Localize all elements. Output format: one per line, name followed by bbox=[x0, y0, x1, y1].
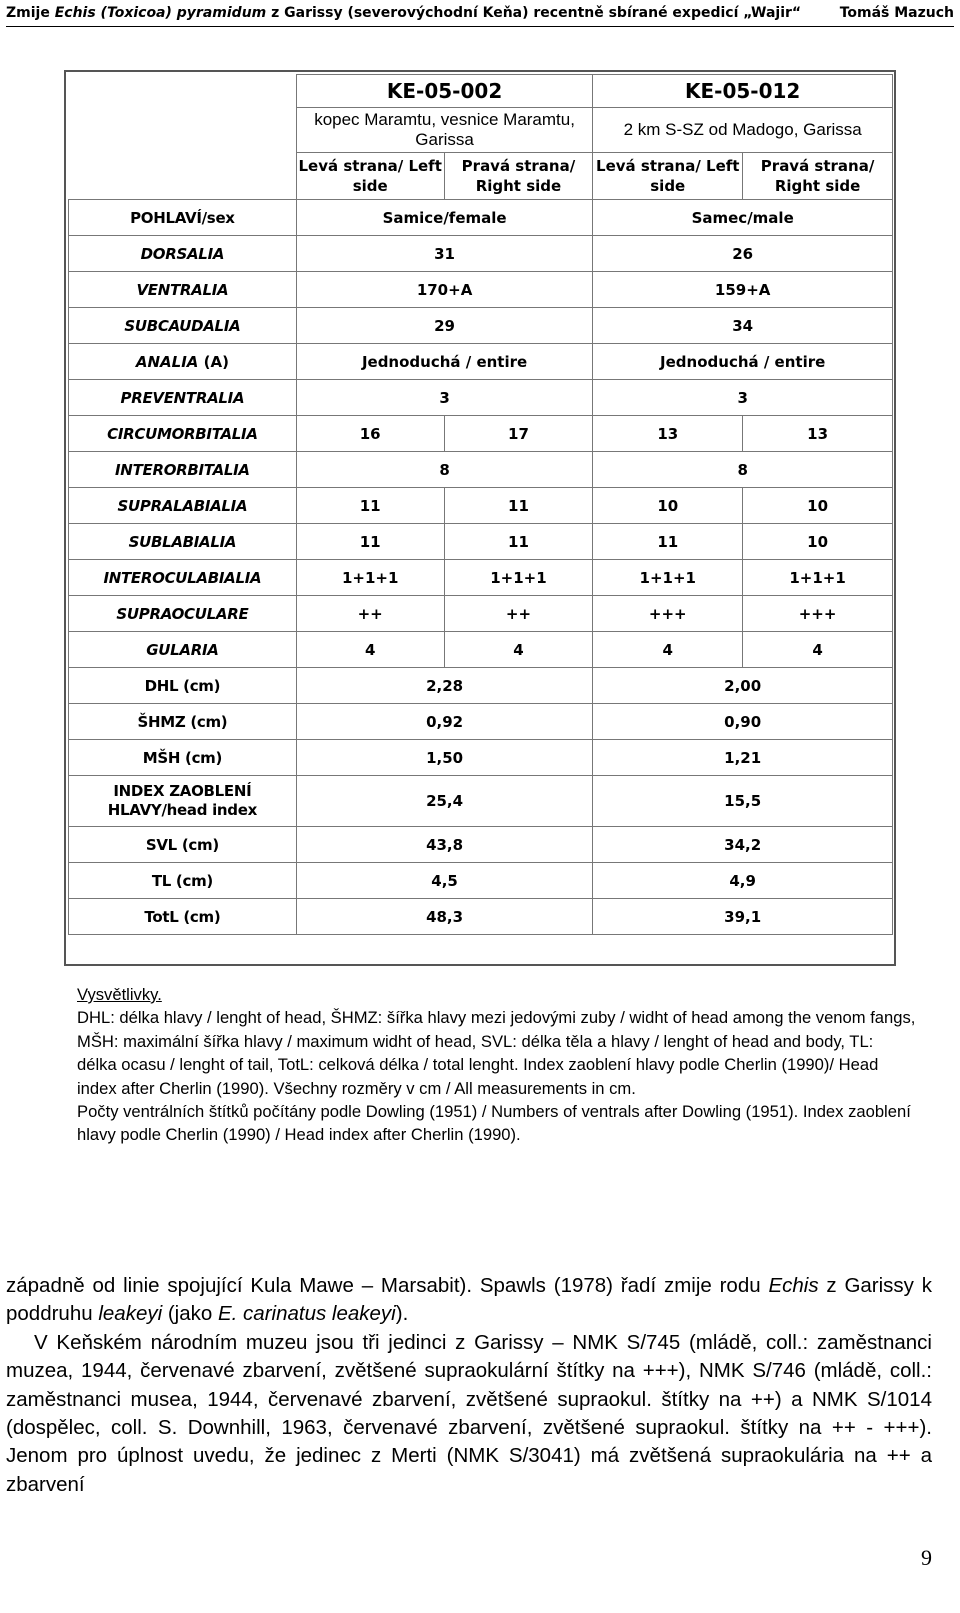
row-label: INDEX ZAOBLENÍ HLAVY/head index bbox=[69, 776, 297, 827]
row-label: DHL (cm) bbox=[69, 668, 297, 704]
value-cell: 39,1 bbox=[593, 899, 893, 935]
specimen-1-left-side: Levá strana/ Left side bbox=[296, 153, 444, 200]
value-cell: 4,5 bbox=[296, 863, 593, 899]
value-cell: 10 bbox=[743, 524, 893, 560]
row-label: SUBLABIALIA bbox=[69, 524, 297, 560]
value-cell: 1+1+1 bbox=[444, 560, 593, 596]
value-cell: +++ bbox=[743, 596, 893, 632]
value-cell: 4,9 bbox=[593, 863, 893, 899]
value-cell: 31 bbox=[296, 236, 593, 272]
table-row-svl bbox=[69, 827, 893, 863]
value-cell: 11 bbox=[444, 524, 593, 560]
value-cell: 159+A bbox=[593, 272, 893, 308]
specimen-1-sex: Samice/female bbox=[296, 200, 593, 236]
notes-title: Vysvětlivky. bbox=[77, 985, 162, 1004]
value-cell: 34 bbox=[593, 308, 893, 344]
row-label: CIRCUMORBITALIA bbox=[69, 416, 297, 452]
header-author: Tomáš Mazuch bbox=[839, 5, 954, 21]
table-row-shmz bbox=[69, 704, 893, 740]
value-cell: 4 bbox=[444, 632, 593, 668]
row-label: TotL (cm) bbox=[69, 899, 297, 935]
value-cell: 170+A bbox=[296, 272, 593, 308]
genus-name: Echis bbox=[768, 1274, 819, 1297]
row-label-sex: POHLAVÍ/sex bbox=[69, 200, 297, 236]
value-cell: 25,4 bbox=[296, 776, 593, 827]
specimen-2-locality: 2 km S-SZ od Madogo, Garissa bbox=[593, 108, 893, 153]
specimen-2-sex: Samec/male bbox=[593, 200, 893, 236]
value-cell: 29 bbox=[296, 308, 593, 344]
value-cell: 13 bbox=[743, 416, 893, 452]
value-cell: 43,8 bbox=[296, 827, 593, 863]
body-paragraph-1 bbox=[6, 1272, 932, 1329]
row-label bbox=[69, 344, 297, 380]
value-cell: Jednoduchá / entire bbox=[296, 344, 593, 380]
table-row-supraoculare bbox=[69, 596, 893, 632]
value-cell: 1+1+1 bbox=[743, 560, 893, 596]
row-label: PREVENTRALIA bbox=[69, 380, 297, 416]
table-row-dhl bbox=[69, 668, 893, 704]
table-row-sublabialia bbox=[69, 524, 893, 560]
page-number: 9 bbox=[921, 1545, 932, 1570]
row-label: MŠH (cm) bbox=[69, 740, 297, 776]
table-row-sex bbox=[69, 200, 893, 236]
value-cell: 0,92 bbox=[296, 704, 593, 740]
table-row-subcaudalia bbox=[69, 308, 893, 344]
value-cell: 16 bbox=[296, 416, 444, 452]
table-corner bbox=[69, 75, 297, 200]
specimen-2-id: KE-05-012 bbox=[593, 75, 893, 108]
value-cell: 2,00 bbox=[593, 668, 893, 704]
row-label-text: ANALIA bbox=[135, 352, 199, 371]
species-name: E. carinatus leakeyi bbox=[217, 1302, 396, 1326]
notes-text-1: DHL: délka hlavy / lenght of head, ŠHMZ: šířka hlavy mezi jedovými zuby / widht of head among the venom fangs, MŠH: maximální šířka hlavy / maximum widht of head, SVL: délka těla a hlavy / lenght of head and body, TL: délka ocasu / lenght of tail, TotL: celková délka / total lenght. Index zaoblení hlavy podle Cherlin (1990)/ Head index after Cherlin (1990). Všechny rozměry v cm / All measurements in cm. bbox=[77, 1008, 916, 1098]
value-cell: 1+1+1 bbox=[593, 560, 743, 596]
body-paragraph-2: V Keňském národním muzeu jsou tři jedinci z Garissy – NMK S/745 (mládě, coll.: zaměstnanci muzea, 1944, červenavé zbarvení, zvětšené supraokulární štítky na +++), NMK S/746 (mládě, coll.: zaměstnanci musea, 1944, červenavé zbarvení, zvětšené supraokul. štítky na ++) a NMK S/1014 (dospělec, coll. S. Downhill, 1963, červenavé zbarvení, zvětšené supraokul. štítky na ++ - +++). Jenom pro úplnost uvedu, že jedinec z Merti (NMK S/3041) má zvětšená supraokulária na ++ a zbarvení bbox=[6, 1330, 932, 1496]
table-row-tl bbox=[69, 863, 893, 899]
specimen-1-id: KE-05-002 bbox=[296, 75, 593, 108]
specimen-2-right-side: Pravá strana/ Right side bbox=[743, 153, 893, 200]
value-cell: 10 bbox=[593, 488, 743, 524]
table-row-analia bbox=[69, 344, 893, 380]
text-run: západně od linie spojující Kula Mawe – Marsabit). Spawls (1978) řadí zmije rodu bbox=[6, 1274, 769, 1297]
table-row-interoculabialia bbox=[69, 560, 893, 596]
table-row-msh bbox=[69, 740, 893, 776]
header-title-part: Zmije bbox=[6, 5, 55, 21]
value-cell: 8 bbox=[593, 452, 893, 488]
row-label-suffix: (A) bbox=[198, 352, 229, 371]
value-cell: 0,90 bbox=[593, 704, 893, 740]
row-label: INTERORBITALIA bbox=[69, 452, 297, 488]
value-cell: ++ bbox=[444, 596, 593, 632]
table-row-specimen-id bbox=[69, 75, 893, 108]
specimen-1-right-side: Pravá strana/ Right side bbox=[444, 153, 593, 200]
value-cell: 34,2 bbox=[593, 827, 893, 863]
text-run: z Garissy k poddruhu bbox=[6, 1274, 932, 1326]
value-cell: 11 bbox=[444, 488, 593, 524]
table-row-circumorbitalia bbox=[69, 416, 893, 452]
running-header bbox=[6, 4, 954, 27]
row-label: DORSALIA bbox=[69, 236, 297, 272]
table-row-ventralia bbox=[69, 272, 893, 308]
row-label: TL (cm) bbox=[69, 863, 297, 899]
table-row-gularia bbox=[69, 632, 893, 668]
row-label: GULARIA bbox=[69, 632, 297, 668]
row-label: SUPRAOCULARE bbox=[69, 596, 297, 632]
text-run: ). bbox=[395, 1302, 409, 1326]
value-cell: 4 bbox=[743, 632, 893, 668]
value-cell: 8 bbox=[296, 452, 593, 488]
value-cell: 13 bbox=[593, 416, 743, 452]
row-label: SUPRALABIALIA bbox=[69, 488, 297, 524]
table-row-interorbitalia bbox=[69, 452, 893, 488]
value-cell: 48,3 bbox=[296, 899, 593, 935]
value-cell: 4 bbox=[593, 632, 743, 668]
header-title-part: z Garissy (severovýchodní Keňa) recentně sbírané expedicí „Wajir“ bbox=[266, 5, 802, 21]
scalation-table bbox=[68, 74, 893, 935]
value-cell: 11 bbox=[296, 488, 444, 524]
table-row-index bbox=[69, 776, 893, 827]
table-notes bbox=[77, 983, 917, 1147]
header-title bbox=[6, 5, 801, 21]
text-run: (jako bbox=[162, 1302, 218, 1326]
row-label: VENTRALIA bbox=[69, 272, 297, 308]
table-row-preventralia bbox=[69, 380, 893, 416]
value-cell: 3 bbox=[593, 380, 893, 416]
value-cell: +++ bbox=[593, 596, 743, 632]
value-cell: 26 bbox=[593, 236, 893, 272]
value-cell: 11 bbox=[296, 524, 444, 560]
row-label: SUBCAUDALIA bbox=[69, 308, 297, 344]
notes-text-2: Počty ventrálních štítků počítány podle Dowling (1951) / Numbers of ventrals after Dowling (1951). Index zaoblení hlavy podle Cherlin (1990) / Head index after Cherlin (1990). bbox=[77, 1102, 911, 1145]
value-cell: 10 bbox=[743, 488, 893, 524]
value-cell: 1,50 bbox=[296, 740, 593, 776]
table-row-supralabialia bbox=[69, 488, 893, 524]
specimen-1-locality: kopec Maramtu, vesnice Maramtu, Garissa bbox=[296, 108, 593, 153]
value-cell: 4 bbox=[296, 632, 444, 668]
value-cell: ++ bbox=[296, 596, 444, 632]
value-cell: 17 bbox=[444, 416, 593, 452]
value-cell: 15,5 bbox=[593, 776, 893, 827]
row-label: SVL (cm) bbox=[69, 827, 297, 863]
value-cell: 11 bbox=[593, 524, 743, 560]
row-label: INTEROCULABIALIA bbox=[69, 560, 297, 596]
subspecies-name: leakeyi bbox=[98, 1302, 163, 1326]
row-label: ŠHMZ (cm) bbox=[69, 704, 297, 740]
value-cell: 1+1+1 bbox=[296, 560, 444, 596]
table-row-totl bbox=[69, 899, 893, 935]
table-row-dorsalia bbox=[69, 236, 893, 272]
scalation-table-frame bbox=[64, 70, 896, 966]
value-cell: 2,28 bbox=[296, 668, 593, 704]
value-cell: 1,21 bbox=[593, 740, 893, 776]
value-cell: 3 bbox=[296, 380, 593, 416]
value-cell: Jednoduchá / entire bbox=[593, 344, 893, 380]
header-genus: Echis (Toxicoa) pyramidum bbox=[54, 5, 267, 21]
body-text bbox=[6, 1272, 932, 1499]
specimen-2-left-side: Levá strana/ Left side bbox=[593, 153, 743, 200]
